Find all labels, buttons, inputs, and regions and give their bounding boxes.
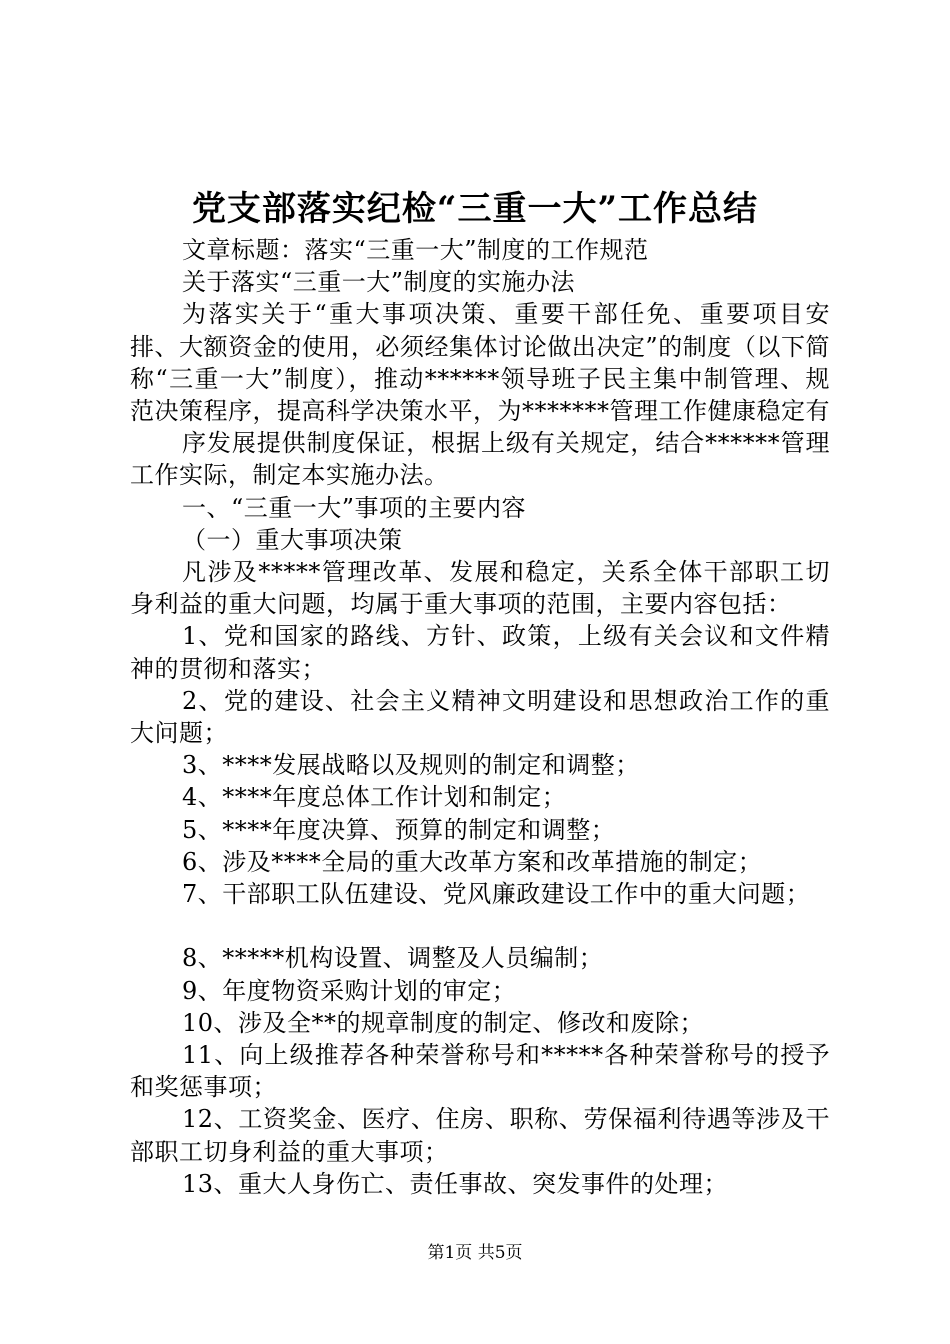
list-item: 8、*****机构设置、调整及人员编制； xyxy=(182,944,604,973)
document-title: 党支部落实纪检“三重一大”工作总结 xyxy=(191,189,759,229)
paragraph: 文章标题：落实“三重一大”制度的工作规范 xyxy=(182,236,649,264)
blank-line xyxy=(130,910,830,942)
list-item: 5、****年度决算、预算的制定和调整； xyxy=(182,815,616,844)
list-item: 9、年度物资采购计划的审定； xyxy=(182,976,517,1005)
list-item: 11、向上级推荐各种荣誉称号和*****各种荣誉称号的授予和奖惩事项； xyxy=(130,1041,830,1102)
page-footer: 第1页 共5页 xyxy=(427,1243,523,1263)
paragraph: 凡涉及*****管理改革、发展和稳定，关系全体干部职工切身利益的重大问题，均属于重大事项的范围，主要内容包括： xyxy=(130,558,830,619)
list-item: 7、干部职工队伍建设、党风廉政建设工作中的重大问题； xyxy=(182,880,811,909)
document-body xyxy=(130,234,830,1200)
list-item: 13、重大人身伤亡、责任事故、突发事件的处理； xyxy=(182,1169,729,1198)
paragraph: 关于落实“三重一大”制度的实施办法 xyxy=(182,268,576,297)
list-item: 10、涉及全**的规章制度的制定、修改和废除； xyxy=(182,1008,705,1037)
paragraph: 为落实关于“重大事项决策、重要干部任免、重要项目安排、大额资金的使用，必须经集体讨论做出决定”的制度（以下简称“三重一大”制度），推动******领导班子民主集中制管理、规范决策程序，提高科学决策水平，为*******管理工作健康稳定有 xyxy=(130,300,830,426)
list-item: 3、****发展战略以及规则的制定和调整； xyxy=(182,751,640,780)
list-item: 2、党的建设、社会主义精神文明建设和思想政治工作的重大问题； xyxy=(130,686,830,748)
section-heading: 一、“三重一大”事项的主要内容 xyxy=(182,493,527,522)
paragraph: 序发展提供制度保证，根据上级有关规定，结合******管理工作实际，制定本实施办法。 xyxy=(130,429,830,490)
list-item: 12、工资奖金、医疗、住房、职称、劳保福利待遇等涉及干部职工切身利益的重大事项； xyxy=(130,1105,830,1166)
list-item: 4、****年度总体工作计划和制定； xyxy=(182,783,567,812)
subsection-heading: （一）重大事项决策 xyxy=(182,525,403,554)
list-item: 6、涉及****全局的重大改革方案和改革措施的制定； xyxy=(182,847,763,876)
list-item: 1、党和国家的路线、方针、政策，上级有关会议和文件精神的贯彻和落实； xyxy=(130,622,830,683)
